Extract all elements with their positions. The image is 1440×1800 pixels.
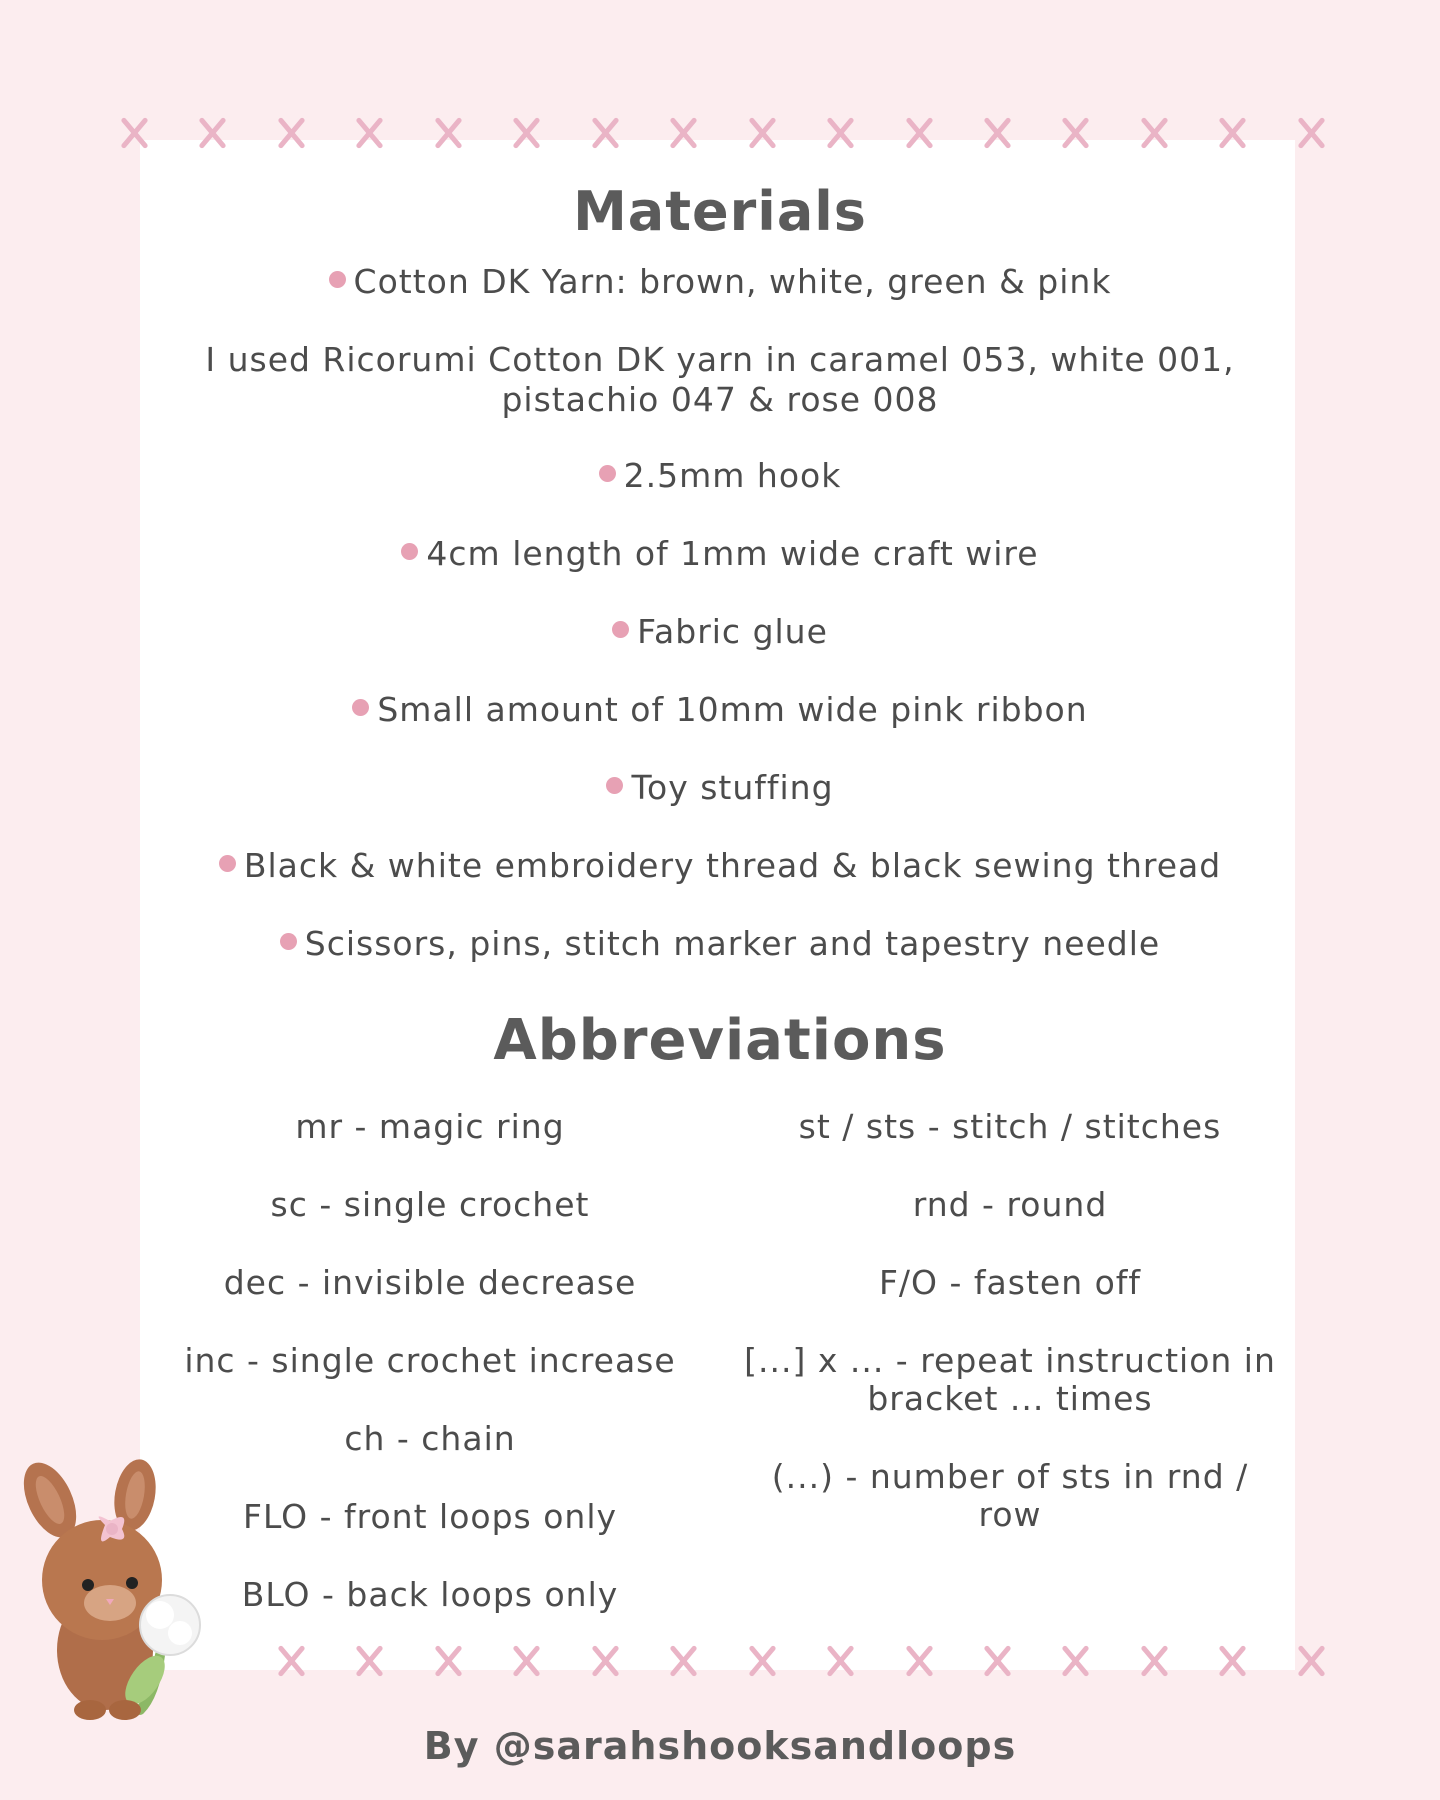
cross-stitch-icon (821, 114, 859, 152)
cross-stitch-icon (1135, 114, 1173, 152)
bullet-dot-icon (606, 777, 623, 794)
cross-stitch-icon (115, 114, 153, 152)
cross-stitch-icon (586, 1642, 624, 1680)
cross-stitch-icon (507, 114, 545, 152)
cross-stitch-icon (900, 1642, 938, 1680)
materials-item-stuffing: Toy stuffing (0, 768, 1440, 807)
cross-stitch-icon (272, 114, 310, 152)
abbreviation-item: FLO - front loops only (242, 1497, 618, 1536)
top-stitch-border (115, 108, 1330, 158)
cross-stitch-icon (272, 1642, 310, 1680)
materials-heading: Materials (573, 180, 867, 243)
cross-stitch-icon (743, 114, 781, 152)
bottom-stitch-border (115, 1636, 1330, 1686)
cross-stitch-icon (586, 114, 624, 152)
abbreviation-item: BLO - back loops only (241, 1575, 619, 1614)
materials-item-yarn: Cotton DK Yarn: brown, white, green & pink (0, 262, 1440, 301)
cross-stitch-icon (1056, 114, 1094, 152)
cross-stitch-icon (507, 1642, 545, 1680)
author-credit: By @sarahshooksandloops (423, 1724, 1017, 1768)
cross-stitch-icon (1213, 114, 1251, 152)
materials-item-wire: 4cm length of 1mm wide craft wire (0, 534, 1440, 573)
cross-stitch-icon (743, 1642, 781, 1680)
cross-stitch-icon (664, 1642, 702, 1680)
cross-stitch-icon (350, 1642, 388, 1680)
cross-stitch-icon (664, 114, 702, 152)
abbreviation-item: st / sts - stitch / stitches (798, 1107, 1222, 1146)
cross-stitch-icon (978, 1642, 1016, 1680)
crochet-bunny-illustration (10, 1455, 210, 1725)
cross-stitch-icon (821, 1642, 859, 1680)
cross-stitch-icon (1292, 114, 1330, 152)
bullet-dot-icon (612, 621, 629, 638)
abbreviation-item: inc - single crochet increase (184, 1341, 676, 1380)
bullet-dot-icon (352, 699, 369, 716)
cross-stitch-icon (429, 114, 467, 152)
materials-item-tools: Scissors, pins, stitch marker and tapestry needle (0, 924, 1440, 963)
abbreviations-left-column (180, 1108, 680, 1628)
bullet-dot-icon (401, 543, 418, 560)
abbreviation-item: dec - invisible decrease (223, 1263, 637, 1302)
abbreviation-item: mr - magic ring (295, 1107, 565, 1146)
cross-stitch-icon (1135, 1642, 1173, 1680)
bullet-dot-icon (280, 933, 297, 950)
cross-stitch-icon (429, 1642, 467, 1680)
materials-item-ribbon: Small amount of 10mm wide pink ribbon (0, 690, 1440, 729)
abbreviations-heading: Abbreviations (493, 1008, 947, 1073)
materials-item-hook: 2.5mm hook (0, 456, 1440, 495)
cross-stitch-icon (1213, 1642, 1251, 1680)
cross-stitch-icon (350, 114, 388, 152)
materials-item-thread: Black & white embroidery thread & black sewing thread (0, 846, 1440, 885)
cross-stitch-icon (1056, 1642, 1094, 1680)
cross-stitch-icon (900, 114, 938, 152)
cross-stitch-icon (1292, 1642, 1330, 1680)
materials-yarn-note: I used Ricorumi Cotton DK yarn in caramel 053, white 001, pistachio 047 & rose 008 (205, 340, 1235, 419)
abbreviation-item: F/O - fasten off (878, 1263, 1142, 1302)
bunny-eye-icon (126, 1577, 138, 1589)
abbreviation-item: ch - chain (344, 1419, 516, 1458)
abbreviation-item: (...) - number of sts in rnd / row (771, 1457, 1249, 1534)
abbreviation-item: [...] x ... - repeat instruction in bracket ... times (744, 1341, 1276, 1418)
bullet-dot-icon (599, 465, 616, 482)
bullet-dot-icon (329, 271, 346, 288)
cross-stitch-icon (978, 114, 1016, 152)
materials-item-glue: Fabric glue (0, 612, 1440, 651)
abbreviation-item: rnd - round (912, 1185, 1108, 1224)
bullet-dot-icon (219, 855, 236, 872)
bunny-eye-icon (82, 1579, 94, 1591)
white-flower-icon (140, 1595, 200, 1655)
abbreviations-right-column (740, 1107, 1280, 1534)
cross-stitch-icon (193, 114, 231, 152)
abbreviation-item: sc - single crochet (270, 1185, 590, 1224)
